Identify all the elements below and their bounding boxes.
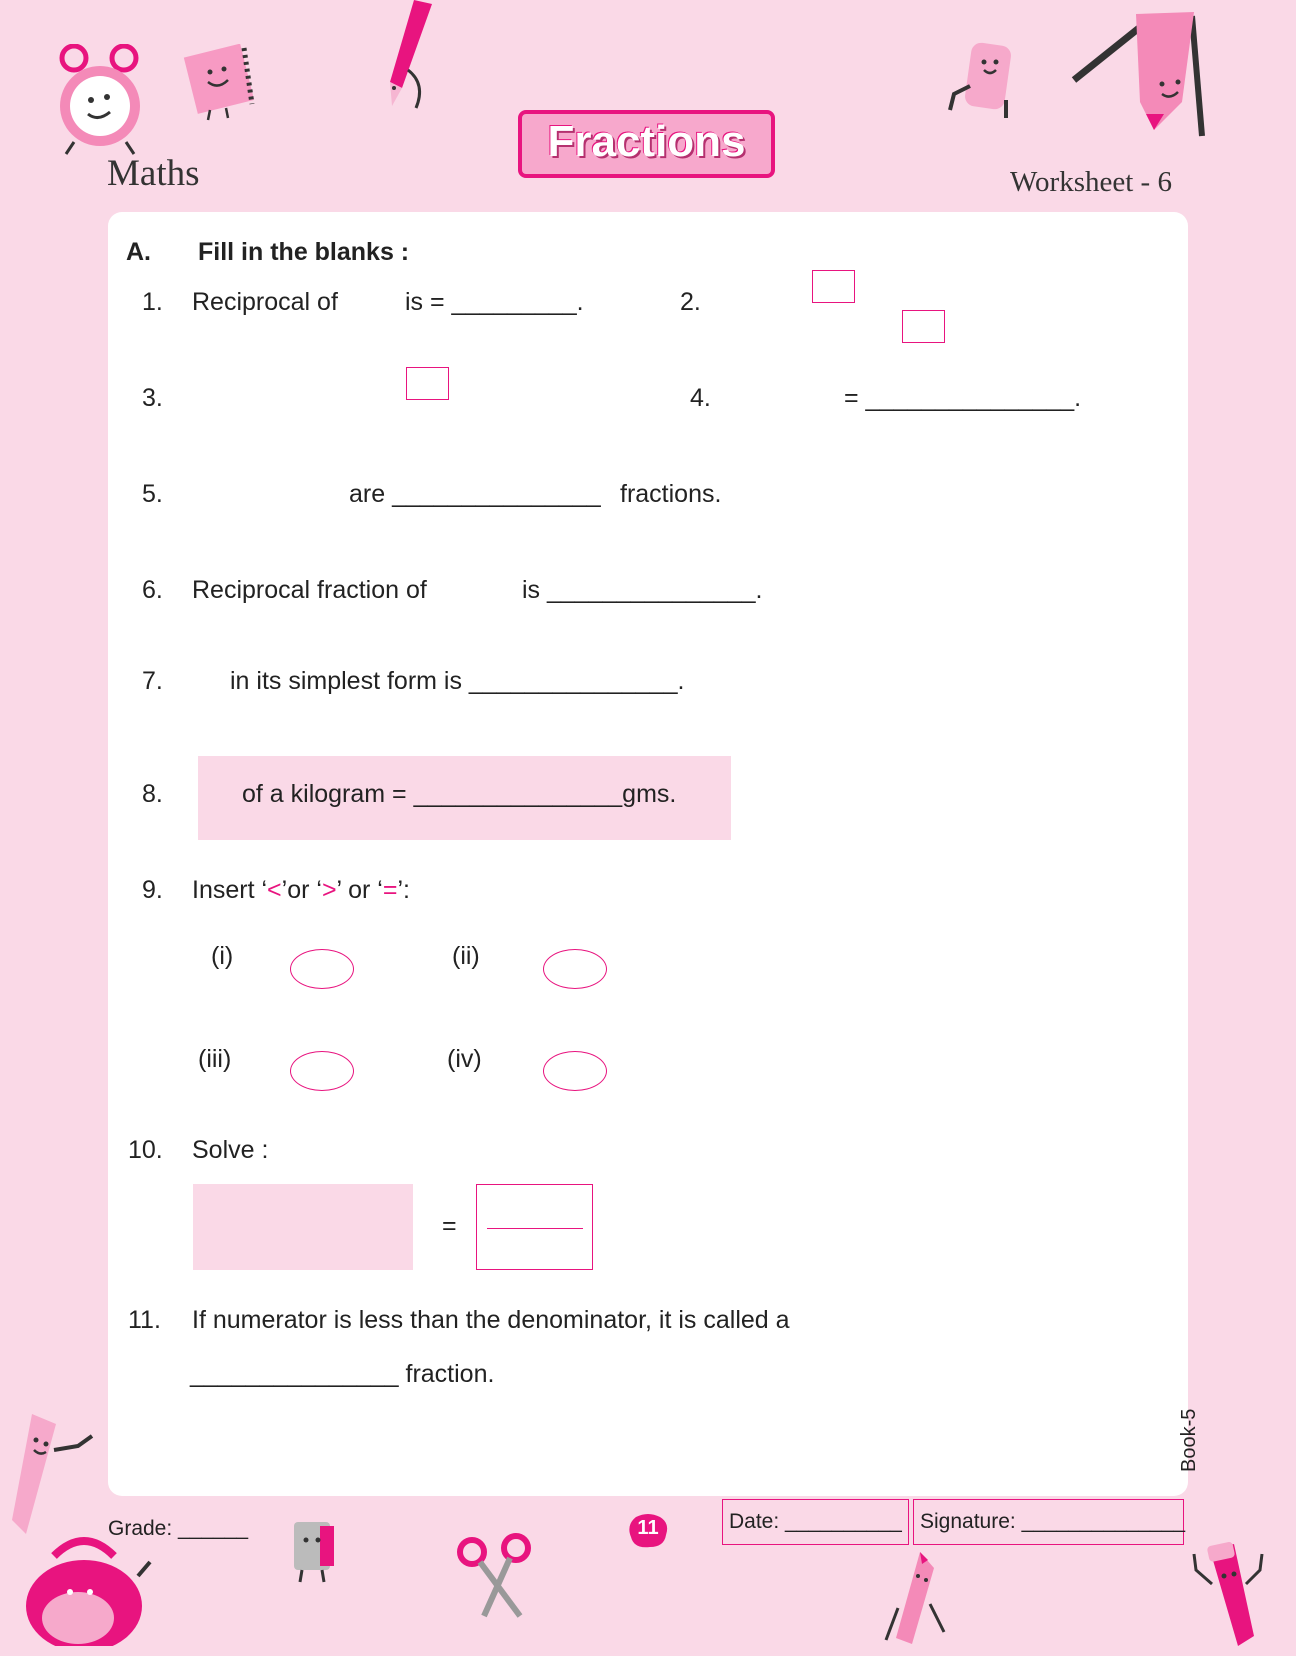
sharpener-icon: [286, 1518, 346, 1586]
subject-label: Maths: [107, 153, 200, 194]
comparison-oval[interactable]: [543, 1051, 607, 1091]
comparison-oval[interactable]: [290, 1051, 354, 1091]
answer-box[interactable]: [406, 367, 449, 400]
question-number: 7.: [142, 667, 163, 695]
question-number: 11.: [128, 1306, 161, 1334]
part-label: (iii): [198, 1045, 232, 1073]
question-text: is = _________.: [405, 288, 584, 316]
page-title: Fractions: [547, 117, 746, 166]
question-text: Solve :: [192, 1136, 269, 1164]
section-heading: Fill in the blanks :: [198, 238, 410, 266]
worksheet-number: Worksheet - 6: [1010, 166, 1172, 198]
less-than-symbol: <: [267, 876, 282, 904]
question-text: is _______________.: [522, 576, 763, 604]
equals-sign: =: [442, 1212, 457, 1240]
question-number: 2.: [680, 288, 701, 316]
question-text: Reciprocal of: [192, 288, 338, 316]
ruler-icon: [8, 1410, 98, 1540]
question-text: of a kilogram = _______________gms.: [242, 780, 677, 808]
question-text: in its simplest form is _______________.: [230, 667, 685, 695]
grade-field: Grade: ______: [108, 1517, 249, 1540]
eraser-icon: [946, 40, 1026, 120]
question-number: 4.: [690, 384, 711, 412]
question-number: 8.: [142, 780, 163, 808]
part-label: (i): [211, 942, 234, 970]
part-label: (ii): [452, 942, 480, 970]
question-text: _______________ fraction.: [190, 1360, 495, 1388]
shaded-panel: [193, 1184, 413, 1270]
comparison-oval[interactable]: [543, 949, 607, 989]
pencil-character-icon: [1070, 6, 1210, 138]
greater-than-symbol: >: [321, 876, 337, 904]
comparison-oval[interactable]: [290, 949, 354, 989]
crayon-icon: [882, 1548, 954, 1648]
question-number: 9.: [142, 876, 163, 904]
scissors-icon: [454, 1532, 536, 1622]
alarm-clock-icon: [54, 44, 150, 156]
answer-box[interactable]: [476, 1184, 593, 1270]
question-text: If numerator is less than the denominator, it is called a: [192, 1306, 790, 1334]
question-text: fractions.: [620, 480, 722, 508]
book-label: Book-5: [1178, 1408, 1200, 1472]
question-text: Reciprocal fraction of: [192, 576, 427, 604]
date-field[interactable]: Date: __________: [722, 1499, 909, 1545]
question-number: 10.: [128, 1136, 163, 1164]
signature-field[interactable]: Signature: ______________: [913, 1499, 1184, 1545]
question-number: 5.: [142, 480, 163, 508]
question-text: Insert ‘<’or ‘>’ or ‘=’:: [192, 876, 410, 904]
backpack-icon: [14, 1526, 154, 1646]
notepad-icon: [178, 44, 258, 122]
part-label: (iv): [447, 1045, 482, 1073]
question-text: are _______________: [349, 480, 601, 508]
page-number: 11: [637, 1517, 659, 1539]
answer-box[interactable]: [812, 270, 855, 303]
fraction-bar: [487, 1228, 583, 1229]
title-banner: [518, 110, 775, 178]
answer-box[interactable]: [902, 310, 945, 343]
section-letter: A.: [126, 238, 151, 266]
question-number: 1.: [142, 288, 163, 316]
equals-symbol: =: [382, 876, 398, 904]
question-text: = _______________.: [844, 384, 1082, 412]
pencil-icon: [380, 0, 440, 112]
pencil-character-icon: [1190, 1540, 1270, 1652]
question-number: 6.: [142, 576, 163, 604]
question-number: 3.: [142, 384, 163, 412]
